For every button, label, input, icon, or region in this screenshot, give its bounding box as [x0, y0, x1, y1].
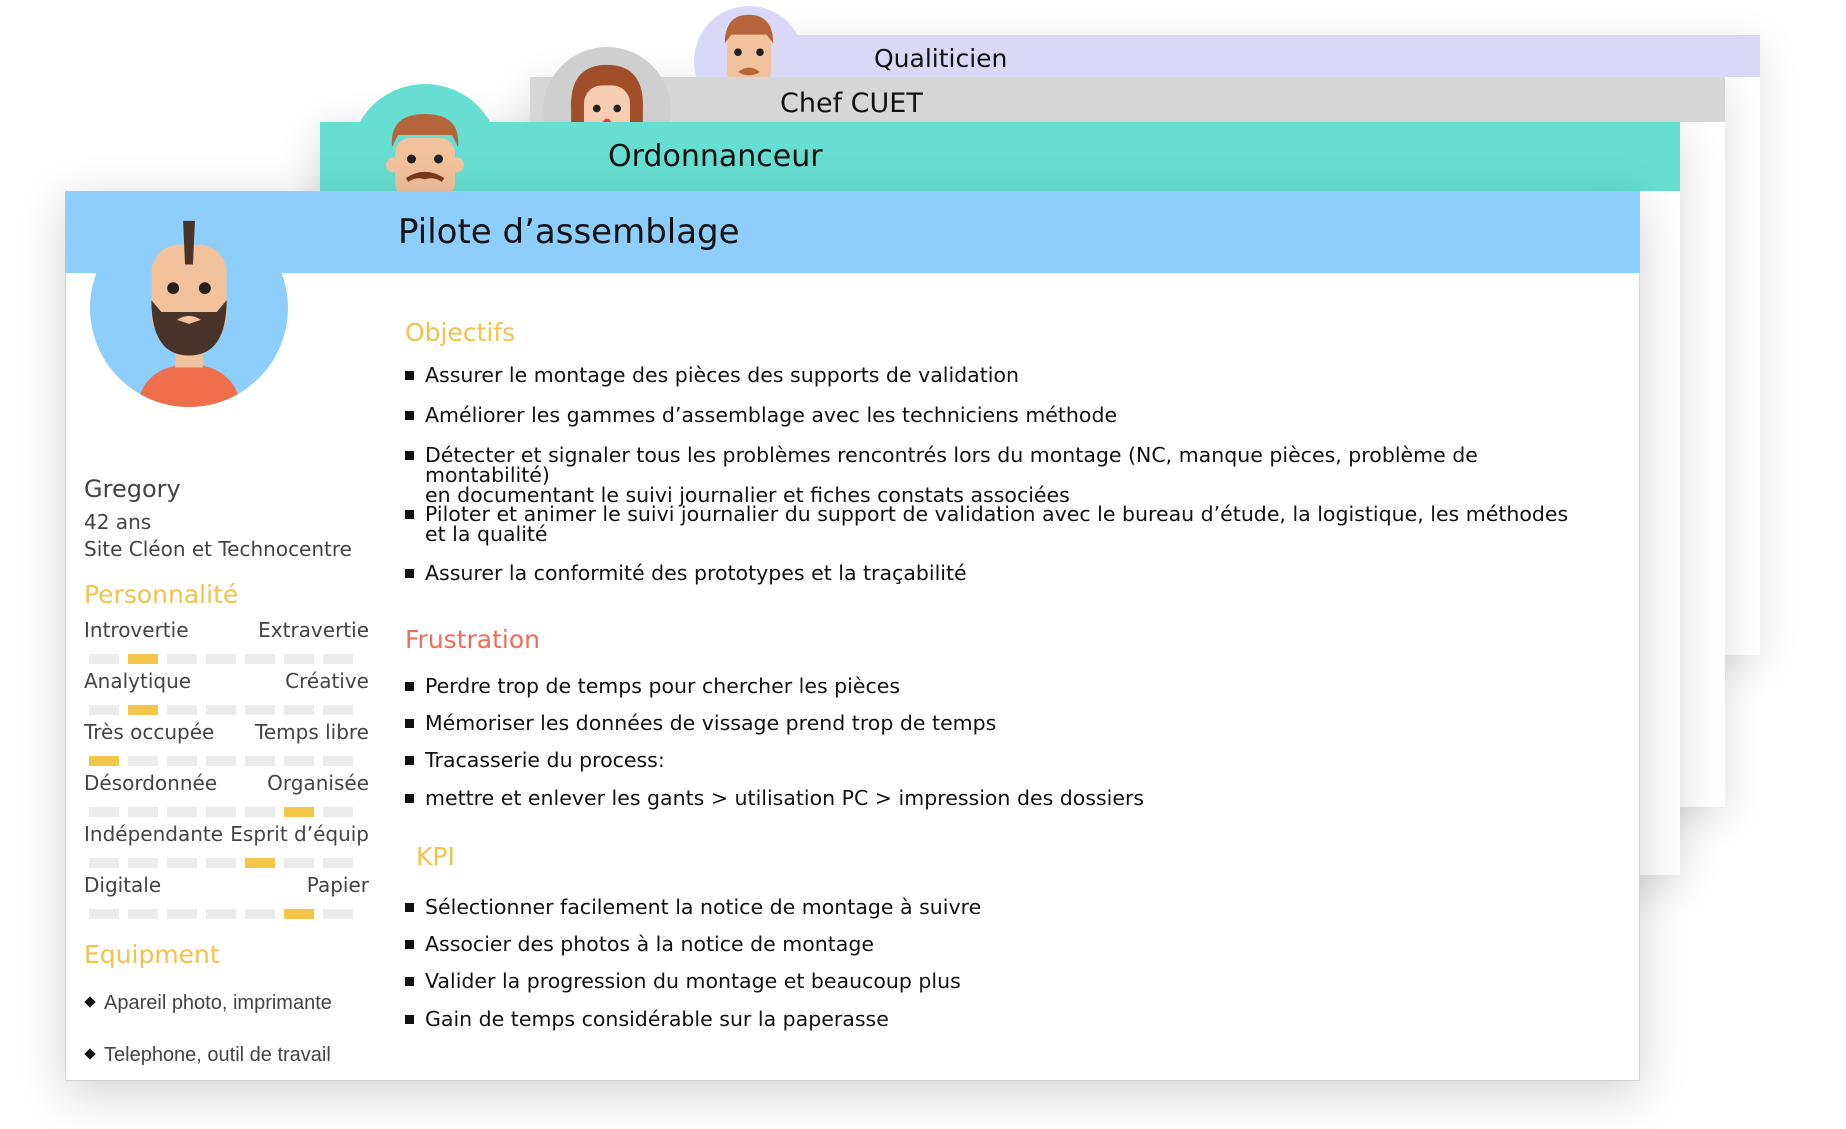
kpi-item: Valider la progression du montage et beaucoup plus — [405, 971, 1585, 991]
diamond-bullet-icon — [84, 1049, 95, 1060]
trait-scale-segment — [89, 858, 119, 868]
trait-scale-segment — [323, 654, 353, 664]
square-bullet-icon — [405, 977, 414, 986]
square-bullet-icon — [405, 940, 414, 949]
persona-site: Site Cléon et Technocentre — [84, 537, 352, 561]
trait-scale-segment — [128, 756, 158, 766]
trait-scale-marker — [128, 654, 158, 664]
trait-scale-segment — [245, 909, 275, 919]
kpi-item: Associer des photos à la notice de montage — [405, 934, 1585, 954]
trait-scale — [89, 807, 359, 817]
trait-scale-marker — [245, 858, 275, 868]
trait-scale-segment — [206, 654, 236, 664]
trait-scale-segment — [167, 756, 197, 766]
trait-scale-segment — [167, 807, 197, 817]
trait-left-label: Indépendante — [84, 822, 224, 846]
square-bullet-icon — [405, 569, 414, 578]
trait-scale-segment — [323, 756, 353, 766]
trait-right-label: Extravertie — [258, 618, 369, 642]
trait-scale-segment — [89, 654, 119, 664]
trait-scale-segment — [89, 705, 119, 715]
trait-left-label: Digitale — [84, 873, 162, 897]
trait-scale-segment — [128, 909, 158, 919]
objective-item: Assurer le montage des pièces des supports de validation — [405, 365, 1585, 385]
equipment-item-label: Telephone, outil de travail — [104, 1044, 331, 1066]
trait-scale-segment — [167, 909, 197, 919]
trait-scale — [89, 705, 359, 715]
square-bullet-icon — [405, 682, 414, 691]
trait-labels — [84, 822, 369, 848]
trait-scale-segment — [284, 858, 314, 868]
square-bullet-icon — [405, 1015, 414, 1024]
frustration-heading: Frustration — [405, 625, 540, 654]
trait-left-label: Désordonnée — [84, 771, 218, 795]
trait-scale-segment — [245, 654, 275, 664]
objective-item: Piloter et animer le suivi journalier du support de validation avec le bureau d’étude, la logistique, les méthodes et la qualité — [405, 504, 1585, 544]
diamond-bullet-icon — [84, 997, 95, 1008]
trait-scale-segment — [167, 705, 197, 715]
trait-row — [84, 669, 369, 709]
persona-age: 42 ans — [84, 510, 152, 534]
card-header-pilote — [65, 191, 1640, 273]
card-title-qualiticien: Qualiticien — [874, 44, 1008, 73]
frustration-item: Perdre trop de temps pour chercher les pièces — [405, 676, 1585, 696]
objective-item: Améliorer les gammes d’assemblage avec les techniciens méthode — [405, 405, 1585, 425]
card-header-chef-cuet — [530, 77, 1725, 122]
trait-scale-marker — [284, 807, 314, 817]
equipment-item — [84, 1044, 331, 1067]
trait-row — [84, 771, 369, 811]
trait-right-label: Papier — [306, 873, 369, 897]
trait-scale-segment — [206, 705, 236, 715]
trait-right-label: Esprit d’équip — [230, 822, 369, 846]
trait-row — [84, 618, 369, 658]
trait-scale-marker — [89, 756, 119, 766]
trait-left-label: Introvertie — [84, 618, 189, 642]
trait-scale-segment — [323, 705, 353, 715]
trait-scale-segment — [323, 807, 353, 817]
trait-row — [84, 873, 369, 913]
trait-scale-segment — [89, 807, 119, 817]
square-bullet-icon — [405, 903, 414, 912]
square-bullet-icon — [405, 510, 414, 519]
card-title-chef-cuet: Chef CUET — [780, 88, 923, 119]
trait-right-label: Organisée — [267, 771, 369, 795]
trait-scale — [89, 858, 359, 868]
trait-scale-segment — [245, 756, 275, 766]
trait-row — [84, 822, 369, 862]
trait-labels — [84, 720, 369, 746]
trait-labels — [84, 618, 369, 644]
trait-labels — [84, 669, 369, 695]
kpi-heading: KPI — [416, 842, 455, 871]
trait-right-label: Temps libre — [255, 720, 369, 744]
trait-scale-segment — [206, 756, 236, 766]
trait-scale-segment — [128, 807, 158, 817]
frustration-item: mettre et enlever les gants > utilisation PC > impression des dossiers — [405, 788, 1585, 808]
trait-scale-segment — [89, 909, 119, 919]
card-title-pilote: Pilote d’assemblage — [398, 212, 740, 252]
trait-scale-segment — [245, 705, 275, 715]
trait-scale-marker — [284, 909, 314, 919]
square-bullet-icon — [405, 756, 414, 765]
trait-scale-segment — [167, 654, 197, 664]
kpi-item: Sélectionner facilement la notice de montage à suivre — [405, 897, 1585, 917]
trait-scale-segment — [323, 858, 353, 868]
trait-scale-segment — [284, 756, 314, 766]
trait-scale-segment — [167, 858, 197, 868]
trait-scale — [89, 654, 359, 664]
trait-scale-marker — [128, 705, 158, 715]
equipment-item — [84, 992, 332, 1015]
trait-scale-segment — [206, 807, 236, 817]
square-bullet-icon — [405, 451, 414, 460]
objective-item: Assurer la conformité des prototypes et la traçabilité — [405, 563, 1585, 583]
square-bullet-icon — [405, 411, 414, 420]
trait-scale — [89, 756, 359, 766]
objectives-heading: Objectifs — [405, 318, 516, 347]
trait-left-label: Analytique — [84, 669, 192, 693]
objective-item: Détecter et signaler tous les problèmes rencontrés lors du montage (NC, manque pièces, problème de montabilité) en documentant le suivi journalier et fiches constats associées — [405, 445, 1585, 505]
trait-labels — [84, 873, 369, 899]
card-header-ordonnanceur — [320, 122, 1680, 191]
equipment-item-label: Apareil photo, imprimante — [104, 992, 332, 1014]
trait-scale-segment — [206, 858, 236, 868]
avatar-pilote-icon — [90, 209, 288, 407]
square-bullet-icon — [405, 371, 414, 380]
trait-scale-segment — [284, 654, 314, 664]
trait-scale — [89, 909, 359, 919]
personality-heading: Personnalité — [84, 580, 239, 609]
trait-scale-segment — [284, 705, 314, 715]
trait-row — [84, 720, 369, 760]
card-title-ordonnanceur: Ordonnanceur — [608, 139, 823, 174]
trait-scale-segment — [128, 858, 158, 868]
trait-scale-segment — [323, 909, 353, 919]
kpi-item: Gain de temps considérable sur la paperasse — [405, 1009, 1585, 1029]
square-bullet-icon — [405, 794, 414, 803]
square-bullet-icon — [405, 719, 414, 728]
frustration-item: Tracasserie du process: — [405, 750, 1585, 770]
persona-name: Gregory — [84, 475, 181, 503]
trait-left-label: Très occupée — [84, 720, 215, 744]
trait-scale-segment — [206, 909, 236, 919]
trait-right-label: Créative — [285, 669, 369, 693]
equipment-heading: Equipment — [84, 940, 220, 969]
trait-labels — [84, 771, 369, 797]
trait-scale-segment — [245, 807, 275, 817]
frustration-item: Mémoriser les données de vissage prend trop de temps — [405, 713, 1585, 733]
